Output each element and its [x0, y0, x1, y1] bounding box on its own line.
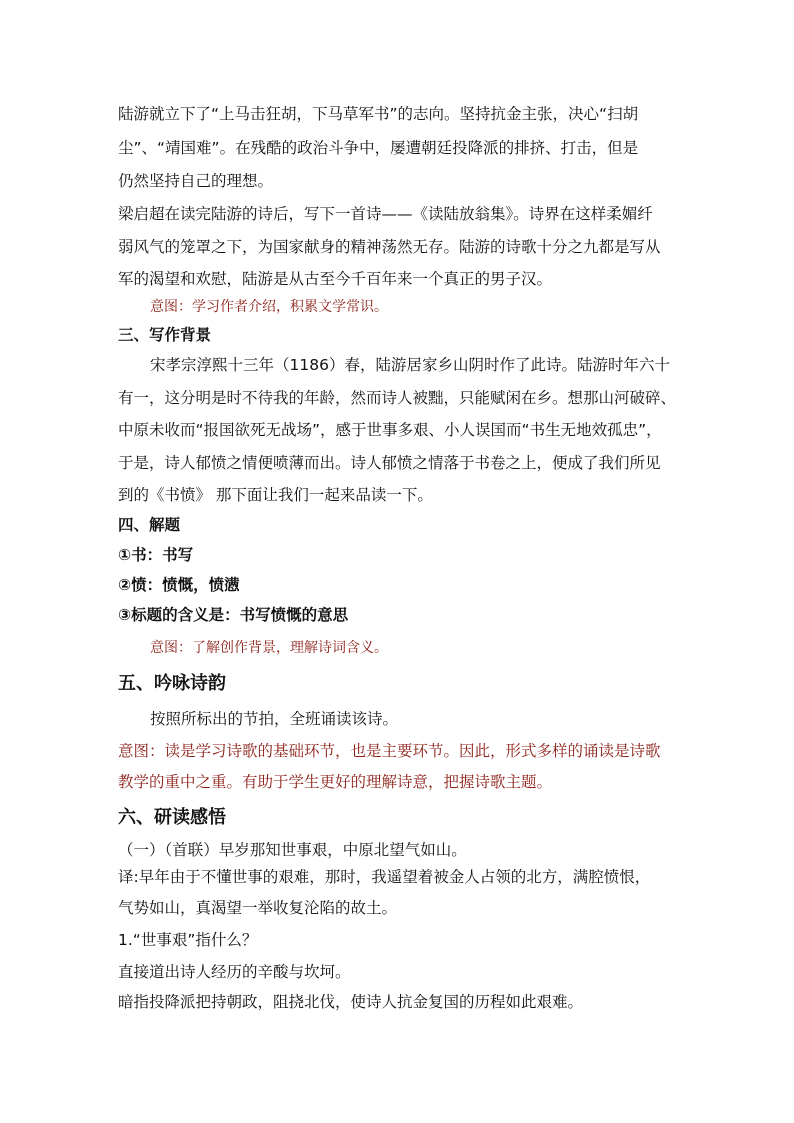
paragraph-line: 陆游就立下了“上马击狂胡，下马草军书”的志向。坚持抗金主张，决心“扫胡 — [118, 105, 639, 123]
intent-note: 教学的重中之重。有助于学生更好的理解诗意，把握诗歌主题。 — [118, 773, 553, 791]
paragraph-line: 尘”、“靖国难”。在残酷的政治斗争中，屡遭朝廷投降派的排挤、打击，但是 — [118, 139, 639, 157]
paragraph-line: 直接道出诗人经历的辛酸与坎坷。 — [118, 963, 351, 981]
paragraph-line: 有一，这分明是时不待我的年龄，然而诗人被黜，只能赋闲在乡。想那山河破碎、 — [118, 389, 677, 407]
paragraph-line: 弱风气的笼罩之下，为国家献身的精神荡然无存。陆游的诗歌十分之九都是写从 — [118, 238, 661, 256]
paragraph-line: 于是，诗人郁愤之情便喷薄而出。诗人郁愤之情落于书卷之上，便成了我们所见 — [118, 454, 661, 472]
paragraph-line: 暗指投降派把持朝政，阻挠北伐，使诗人抗金复国的历程如此艰难。 — [118, 993, 584, 1011]
question-line: 1.“世事艰”指什么？ — [118, 931, 258, 949]
paragraph-line: 宋孝宗淳熙十三年（1186）春，陆游居家乡山阴时作了此诗。陆游时年六十 — [150, 356, 670, 374]
paragraph-line: （一）（首联）早岁那知世事艰，中原北望气如山。 — [118, 841, 467, 859]
list-item: ③标题的含义是：书写愤慨的意思 — [118, 606, 349, 624]
intent-note: 意图：了解创作背景，理解诗词含义。 — [150, 640, 388, 656]
list-item: ①书：书写 — [118, 546, 194, 564]
section-heading: 三、写作背景 — [118, 326, 212, 344]
section-heading: 六、研读感悟 — [118, 807, 226, 828]
intent-note: 意图：读是学习诗歌的基础环节，也是主要环节。因此，形式多样的诵读是诗歌 — [118, 742, 661, 760]
paragraph-line: 按照所标出的节拍，全班诵读该诗。 — [150, 710, 399, 728]
paragraph-line: 气势如山，真渴望一举收复沦陷的故土。 — [118, 899, 398, 917]
paragraph-line: 仍然坚持自己的理想。 — [118, 172, 274, 190]
paragraph-line: 梁启超在读完陆游的诗后，写下一首诗——《读陆放翁集》。诗界在这样柔媚纤 — [118, 205, 653, 223]
paragraph-line: 到的《书愤》 那下面让我们一起来品读一下。 — [118, 486, 433, 504]
intent-note: 意图：学习作者介绍，积累文学常识。 — [150, 299, 388, 315]
section-heading: 五、吟咏诗韵 — [118, 673, 226, 694]
paragraph-line: 军的渴望和欢慰，陆游是从古至今千百年来一个真正的男子汉。 — [118, 270, 553, 288]
section-heading: 四、解题 — [118, 516, 181, 534]
paragraph-line: 译:早年由于不懂世事的艰难，那时，我遥望着被金人占领的北方，满腔愤恨， — [118, 868, 651, 886]
paragraph-line: 中原未收而“报国欲死无战场”，感于世事多艰、小人误国而“书生无地效孤忠”， — [118, 421, 662, 439]
list-item: ②愤：愤慨，愤懑 — [118, 576, 240, 594]
